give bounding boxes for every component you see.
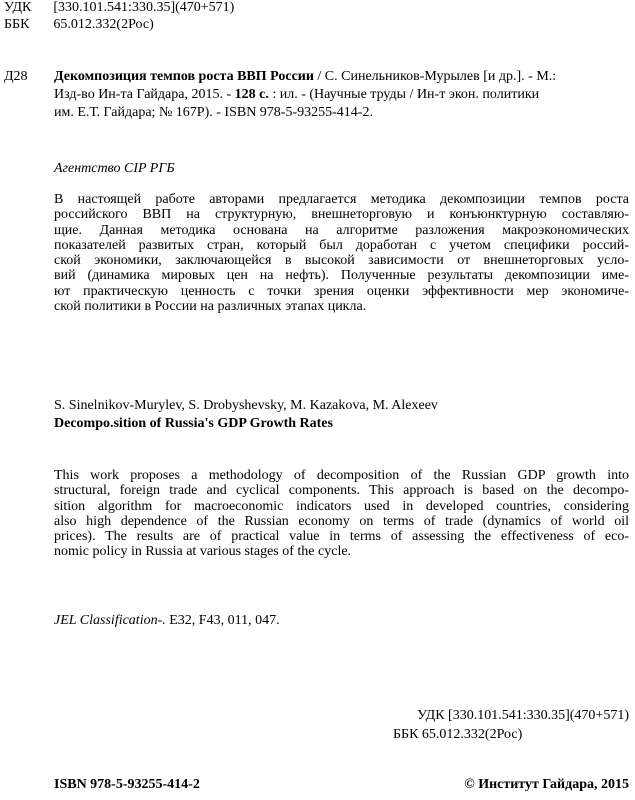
agency-label: Агентство CIP РГБ: [54, 161, 175, 176]
catalog-line-1: [54, 69, 629, 85]
ru-abstract-line: щие. Данная методика основана на алгоритме разложения макроэкономических: [54, 222, 629, 238]
english-authors: S. Sinelnikov-Murylev, S. Drobyshevsky, M. Kazakova, M. Alexeev: [54, 398, 438, 413]
footer-udk: УДК [330.101.541:330.35](470+571): [417, 708, 629, 723]
ru-abstract-line: российского ВВП на структурную, внешнеторговую и конъюнктурную составляю-: [54, 207, 629, 223]
ru-abstract-line: В настоящей работе авторами предлагается методика декомпозиции темпов роста: [54, 192, 629, 207]
ru-abstract-line: ской экономики, заключающейся в высокой зависимости от внешнеторговых усло-: [54, 253, 629, 269]
catalog-line-2: Изд-во Ин-та Гайдара, 2015. - 128 с. : ил. - (Научные труды / Ин-т экон. политики: [54, 87, 540, 102]
en-abstract-line: This work proposes a methodology of decomposition of the Russian GDP growth into: [54, 468, 629, 483]
bbk-header-line: [4, 17, 154, 33]
en-abstract-line: sition algorithm for macroeconomic indicators used in developed countries, considering: [54, 498, 629, 514]
jel-classification: [54, 613, 280, 629]
en-abstract-line: nomic policy in Russia at various stages of the cycle.: [54, 544, 352, 560]
bbk-label: ББК: [4, 17, 30, 32]
catalog-title: Декомпозиция темпов роста ВВП России: [54, 69, 314, 84]
ru-abstract-line: вий (динамика мировых цен на нефть). Полученные результаты декомпозиции име-: [54, 268, 629, 284]
udk-header-line: [4, 0, 234, 16]
footer-bbk: ББК 65.012.332(2Рос): [393, 727, 523, 742]
bbk-value: 65.012.332(2Рос): [53, 17, 154, 32]
catalog-line-3: им. Е.Т. Гайдара; № 167Р). - ISBN 978-5-93255-414-2.: [54, 105, 373, 120]
ru-abstract-line: показателей развитых стран, который был доработан с учетом специфики россий-: [54, 237, 629, 253]
udk-value: [330.101.541:330.35](470+571): [53, 0, 235, 15]
ru-abstract-line: ют практическую ценность с точки зрения оценки эффективности мер экономиче-: [54, 283, 629, 299]
ru-abstract-line: ской политики в России на различных этапах цикла.: [54, 299, 367, 315]
en-abstract-line: structural, foreign trade and cyclical components. This approach is based on the decompo-: [54, 483, 629, 499]
catalog-pages: 128 с.: [234, 87, 269, 102]
jel-codes: E32, F43, 011, 047.: [165, 613, 280, 628]
english-title: Decompo.sition of Russia's GDP Growth Rates: [54, 416, 333, 431]
en-abstract-line: also high dependence of the Russian economy on terms of trade (dynamics of world oil: [54, 513, 629, 529]
isbn: ISBN 978-5-93255-414-2: [54, 777, 200, 792]
udk-label: УДК: [4, 0, 32, 15]
copyright: © Институт Гайдара, 2015: [464, 777, 629, 792]
en-abstract-line: prices). The results are of practical value in terms of assessing the effectiveness of eco-: [54, 529, 629, 545]
jel-label: JEL Classification-.: [54, 613, 166, 628]
catalog-code: Д28: [4, 69, 28, 84]
english-abstract: [54, 468, 629, 560]
catalog-authors: / С. Синельников-Мурылев [и др.]. - М.:: [313, 69, 557, 84]
russian-abstract: [54, 192, 629, 314]
